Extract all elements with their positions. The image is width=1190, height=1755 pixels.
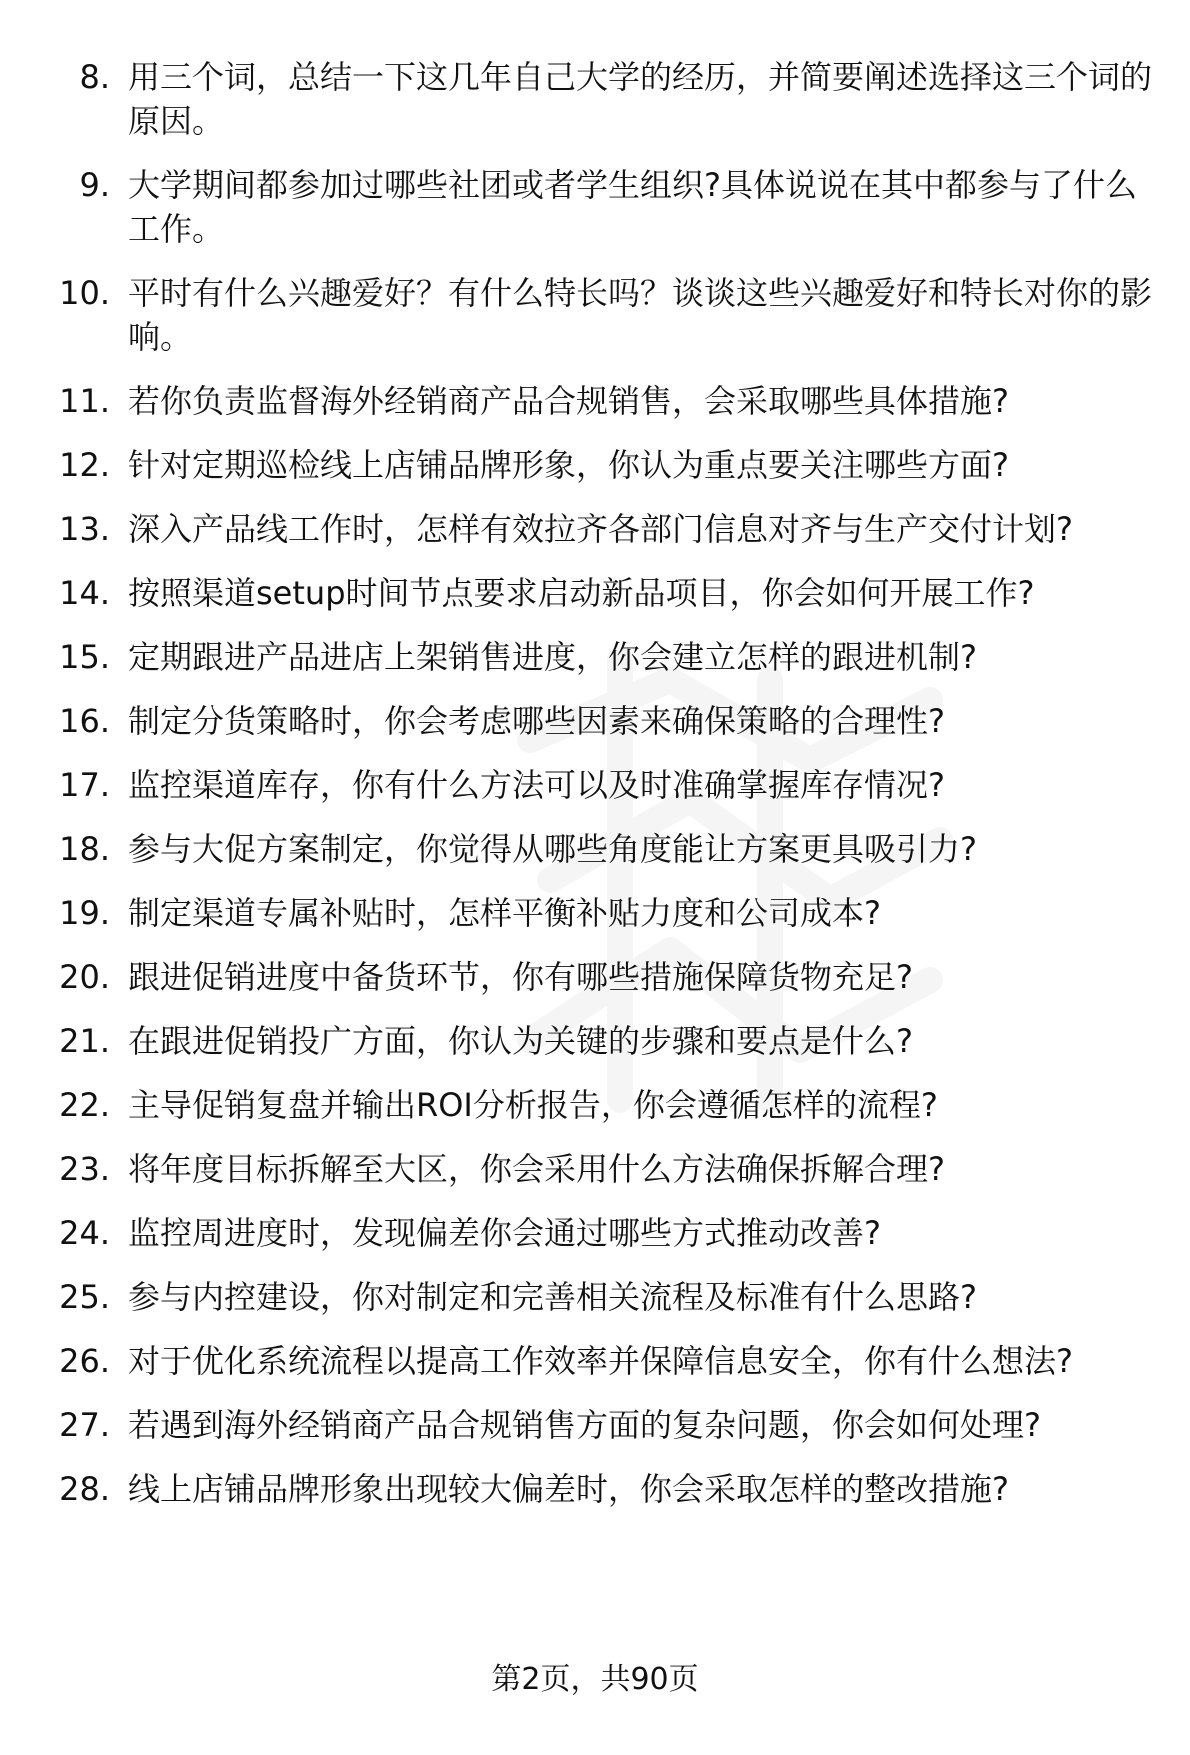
question-number: 10. <box>59 274 110 312</box>
question-number: 18. <box>59 830 110 868</box>
question-number: 23. <box>59 1150 110 1188</box>
question-number: 28. <box>59 1470 110 1508</box>
question-item <box>0 1467 1190 1511</box>
question-text: 大学期间都参加过哪些社团或者学生组织?具体说说在其中都参与了什么工作。 <box>128 166 1137 248</box>
question-item <box>0 635 1190 679</box>
question-number: 27. <box>59 1406 110 1444</box>
question-text: 监控渠道库存，你有什么方法可以及时准确掌握库存情况? <box>128 766 945 804</box>
question-text: 定期跟进产品进店上架销售进度，你会建立怎样的跟进机制? <box>128 638 977 676</box>
question-item <box>0 443 1190 487</box>
question-text: 若你负责监督海外经销商产品合规销售，会采取哪些具体措施? <box>128 382 1009 420</box>
question-number: 9. <box>79 166 110 204</box>
question-text: 针对定期巡检线上店铺品牌形象，你认为重点要关注哪些方面? <box>128 446 1009 484</box>
question-item <box>0 507 1190 551</box>
question-item <box>0 571 1190 615</box>
question-number: 21. <box>59 1022 110 1060</box>
question-number: 17. <box>59 766 110 804</box>
question-number: 20. <box>59 958 110 996</box>
question-item <box>0 1403 1190 1447</box>
question-item <box>0 763 1190 807</box>
question-number: 19. <box>59 894 110 932</box>
question-number: 11. <box>59 382 110 420</box>
question-item <box>0 1083 1190 1127</box>
question-number: 8. <box>79 58 110 96</box>
question-text: 制定分货策略时，你会考虑哪些因素来确保策略的合理性? <box>128 702 945 740</box>
question-number: 24. <box>59 1214 110 1252</box>
question-text: 若遇到海外经销商产品合规销售方面的复杂问题，你会如何处理? <box>128 1406 1041 1444</box>
question-text: 平时有什么兴趣爱好？有什么特长吗？谈谈这些兴趣爱好和特长对你的影响。 <box>128 274 1153 356</box>
question-text: 参与大促方案制定，你觉得从哪些角度能让方案更具吸引力? <box>128 830 977 868</box>
question-text: 主导促销复盘并输出ROI分析报告，你会遵循怎样的流程? <box>128 1086 938 1124</box>
question-text: 用三个词，总结一下这几年自己大学的经历，并简要阐述选择这三个词的原因。 <box>128 58 1153 140</box>
question-item <box>0 1211 1190 1255</box>
question-number: 16. <box>59 702 110 740</box>
question-number: 25. <box>59 1278 110 1316</box>
question-number: 14. <box>59 574 110 612</box>
question-text: 参与内控建设，你对制定和完善相关流程及标准有什么思路? <box>128 1278 977 1316</box>
question-item <box>0 271 1190 359</box>
question-text: 线上店铺品牌形象出现较大偏差时，你会采取怎样的整改措施? <box>128 1470 1009 1508</box>
question-text: 对于优化系统流程以提高工作效率并保障信息安全，你有什么想法? <box>128 1342 1073 1380</box>
question-number: 15. <box>59 638 110 676</box>
page-indicator: 第2页，共90页 <box>491 1662 699 1697</box>
question-item <box>0 891 1190 935</box>
question-item <box>0 379 1190 423</box>
question-item <box>0 1339 1190 1383</box>
question-number: 26. <box>59 1342 110 1380</box>
question-number: 13. <box>59 510 110 548</box>
question-text: 按照渠道setup时间节点要求启动新品项目，你会如何开展工作? <box>128 574 1035 612</box>
question-item <box>0 827 1190 871</box>
question-item <box>0 163 1190 251</box>
question-item <box>0 1147 1190 1191</box>
question-item <box>0 1275 1190 1319</box>
question-text: 监控周进度时，发现偏差你会通过哪些方式推动改善? <box>128 1214 881 1252</box>
question-number: 22. <box>59 1086 110 1124</box>
question-text: 将年度目标拆解至大区，你会采用什么方法确保拆解合理? <box>128 1150 945 1188</box>
question-item <box>0 699 1190 743</box>
question-item <box>0 1019 1190 1063</box>
question-text: 深入产品线工作时，怎样有效拉齐各部门信息对齐与生产交付计划? <box>128 510 1073 548</box>
question-list <box>0 55 1190 1531</box>
question-number: 12. <box>59 446 110 484</box>
question-item <box>0 955 1190 999</box>
question-text: 制定渠道专属补贴时，怎样平衡补贴力度和公司成本? <box>128 894 881 932</box>
question-text: 在跟进促销投广方面，你认为关键的步骤和要点是什么? <box>128 1022 913 1060</box>
question-text: 跟进促销进度中备货环节，你有哪些措施保障货物充足? <box>128 958 913 996</box>
question-item <box>0 55 1190 143</box>
